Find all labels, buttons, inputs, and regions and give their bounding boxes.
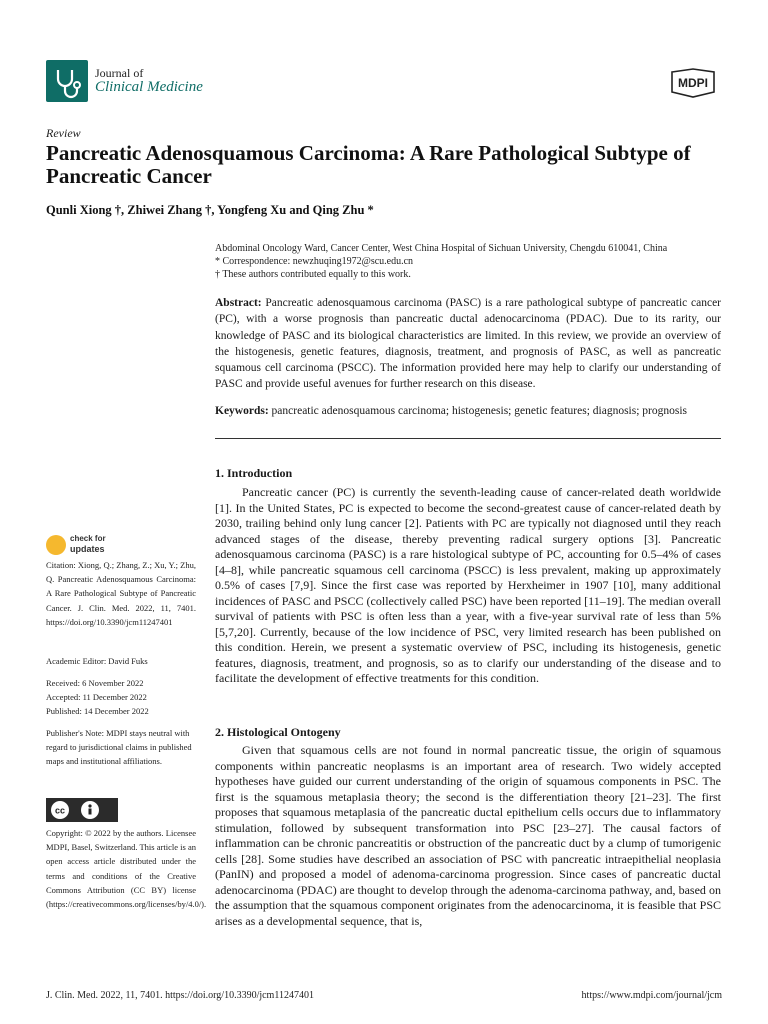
journal-of-label: Journal of — [95, 66, 144, 80]
equal-contribution-note: † These authors contributed equally to this work. — [215, 269, 411, 280]
keywords-label: Keywords: — [215, 405, 269, 417]
introduction-body — [215, 485, 721, 687]
section-title-histological-ontogeny: 2. Histological Ontogeny — [215, 725, 341, 739]
published-date: Published: 14 December 2022 — [46, 706, 149, 717]
check-updates-line2: updates — [70, 544, 105, 554]
abstract-label: Abstract: — [215, 297, 262, 309]
keywords — [215, 405, 725, 417]
affiliation: Abdominal Oncology Ward, Cancer Center, West China Hospital of Sichuan University, Chengdu 610041, China — [215, 243, 668, 254]
check-for-updates-button[interactable] — [46, 533, 146, 557]
copyright-notice: Copyright: © 2022 by the authors. Licensee MDPI, Basel, Switzerland. This article is an open access article distributed under the terms and conditions of the Creative Commons Attribution (CC BY) license (https://creativecommons.org/licenses/by/4.0/). — [46, 828, 207, 910]
introduction-paragraph: Pancreatic cancer (PC) is currently the seventh-leading cause of cancer-related death worldwide [1]. In the United States, PC is expected to become the second-greatest cause of cancer-related death by 2030, trailing behind only lung cancer [2]. Patients with PC are typically not diagnosed until they reach advanced stages of the disease, thereby preventing radical surgery options [3]. Pancreatic adenosquamous carcinoma (PASC) is a rare histological subtype of PC, accounting for 0.5–4% of cases [4–8], while pancreatic squamous cell carcinoma (PSCC) is less prevalent, making up approximately 0.5% of cases [7,9]. Since the first case was reported by Herxheimer in 1907 [10], many additional incidences of PASC and PSCC (collectively called PSC) have been reported [11–19]. The median overall survival of patients with PSC is often less than a year, with a five-year survival rate of less than 5% [5,7,20]. Currently, because of the low incidence of PSC, very limited research has been published on this condition. Herein, we present a systematic overview of PSC, including its histogenesis, genetic features, diagnosis, treatment, and prognosis, so as to clarify our understanding of the disease and to facilitate the development of effective treatments for this condition. — [215, 485, 721, 685]
received-date: Received: 6 November 2022 — [46, 678, 144, 688]
academic-editor: Academic Editor: David Fuks — [46, 656, 148, 666]
mdpi-logo-text: MDPI — [678, 76, 708, 90]
article-type: Review — [46, 126, 81, 140]
abstract — [215, 295, 721, 393]
keywords-text: pancreatic adenosquamous carcinoma; histogenesis; genetic features; diagnosis; prognosis — [271, 405, 688, 417]
footer-journal-link[interactable]: https://www.mdpi.com/journal/jcm — [581, 990, 722, 1001]
page-title: Pancreatic Adenosquamous Carcinoma: A Rare Pathological Subtype of Pancreatic Cancer — [46, 141, 691, 188]
mdpi-logo-icon[interactable] — [668, 68, 718, 98]
journal-name[interactable]: Clinical Medicine — [95, 79, 203, 95]
citation-block: Citation: Xiong, Q.; Zhang, Z.; Xu, Y.; Zhu, Q. Pancreatic Adenosquamous Carcinoma: A Rare Pathological Subtype of Pancreatic Cancer. J. Clin. Med. 2022, 11, 7401. https://doi.org/10.3390/jcm11247401 — [46, 560, 196, 627]
histological-paragraph: Given that squamous cells are not found in normal pancreatic tissue, the origin of squamous components within pancreatic neoplasms is an important area of research. Two widely accepted hypotheses have guided our current understanding of the origin of squamous components in PSC. The first is the squamous metaplasia theory; the second is the differentiation theory [21–23]. The first proposes that squamous metaplasia of the pancreatic ductal epithelium cells occurs due to inflammatory stimulation, followed by subsequent transformation into PSC [23–27]. The causal factors of inflammation can be chronic pancreatitis or obstruction of the pancreatic duct by a clump of tumorigenic cells [28]. Some studies have described an association of PSC with pancreatic intraepithelial neoplasia (PanIN) and proposed a model of adenoma-carcinoma progression. Since cases of pancreatic ductal adenocarcinoma (PDAC) are thought to develop through the adenoma-carcinoma pathway, and, based on the assumption that the squamous component originates from the adenocarcinoma, it is feasible that PSC arises as a developmental sequence, that is, — [215, 743, 721, 928]
publisher-note: Publisher's Note: MDPI stays neutral with regard to jurisdictional claims in published maps and institutional affiliations. — [46, 728, 192, 767]
cc-by-icon[interactable] — [46, 798, 118, 822]
accepted-date: Accepted: 11 December 2022 — [46, 692, 147, 703]
check-updates-icon — [46, 535, 66, 555]
svg-text:cc: cc — [54, 805, 66, 816]
author-list: Qunli Xiong †, Zhiwei Zhang †, Yongfeng Xu and Qing Zhu * — [46, 203, 374, 217]
histological-body — [215, 743, 721, 929]
section-divider — [215, 438, 721, 439]
correspondence: * Correspondence: newzhuqing1972@scu.edu.cn — [215, 256, 414, 267]
abstract-text: Pancreatic adenosquamous carcinoma (PASC) is a rare pathological subtype of pancreatic cancer (PC), with a worse prognosis than pancreatic ductal adenocarcinoma (PDAC). Due to its rarity, our knowledge of PASC and its biological characteristics are limited. In this review, we provide an overview of the histogenesis, genetic features, diagnosis, treatment, and prognosis of PASC, as well as pancreatic squamous cell carcinoma (PSCC). The information provided here may help to clarify our understanding of PASC and provide useful avenues for further research on this disease. — [215, 297, 722, 391]
check-updates-line1: check for — [70, 534, 106, 543]
section-title-introduction: 1. Introduction — [215, 466, 293, 480]
publication-dates — [46, 676, 196, 719]
journal-logo-icon — [46, 60, 88, 102]
footer-citation[interactable]: J. Clin. Med. 2022, 11, 7401. https://doi.org/10.3390/jcm11247401 — [46, 990, 314, 1001]
